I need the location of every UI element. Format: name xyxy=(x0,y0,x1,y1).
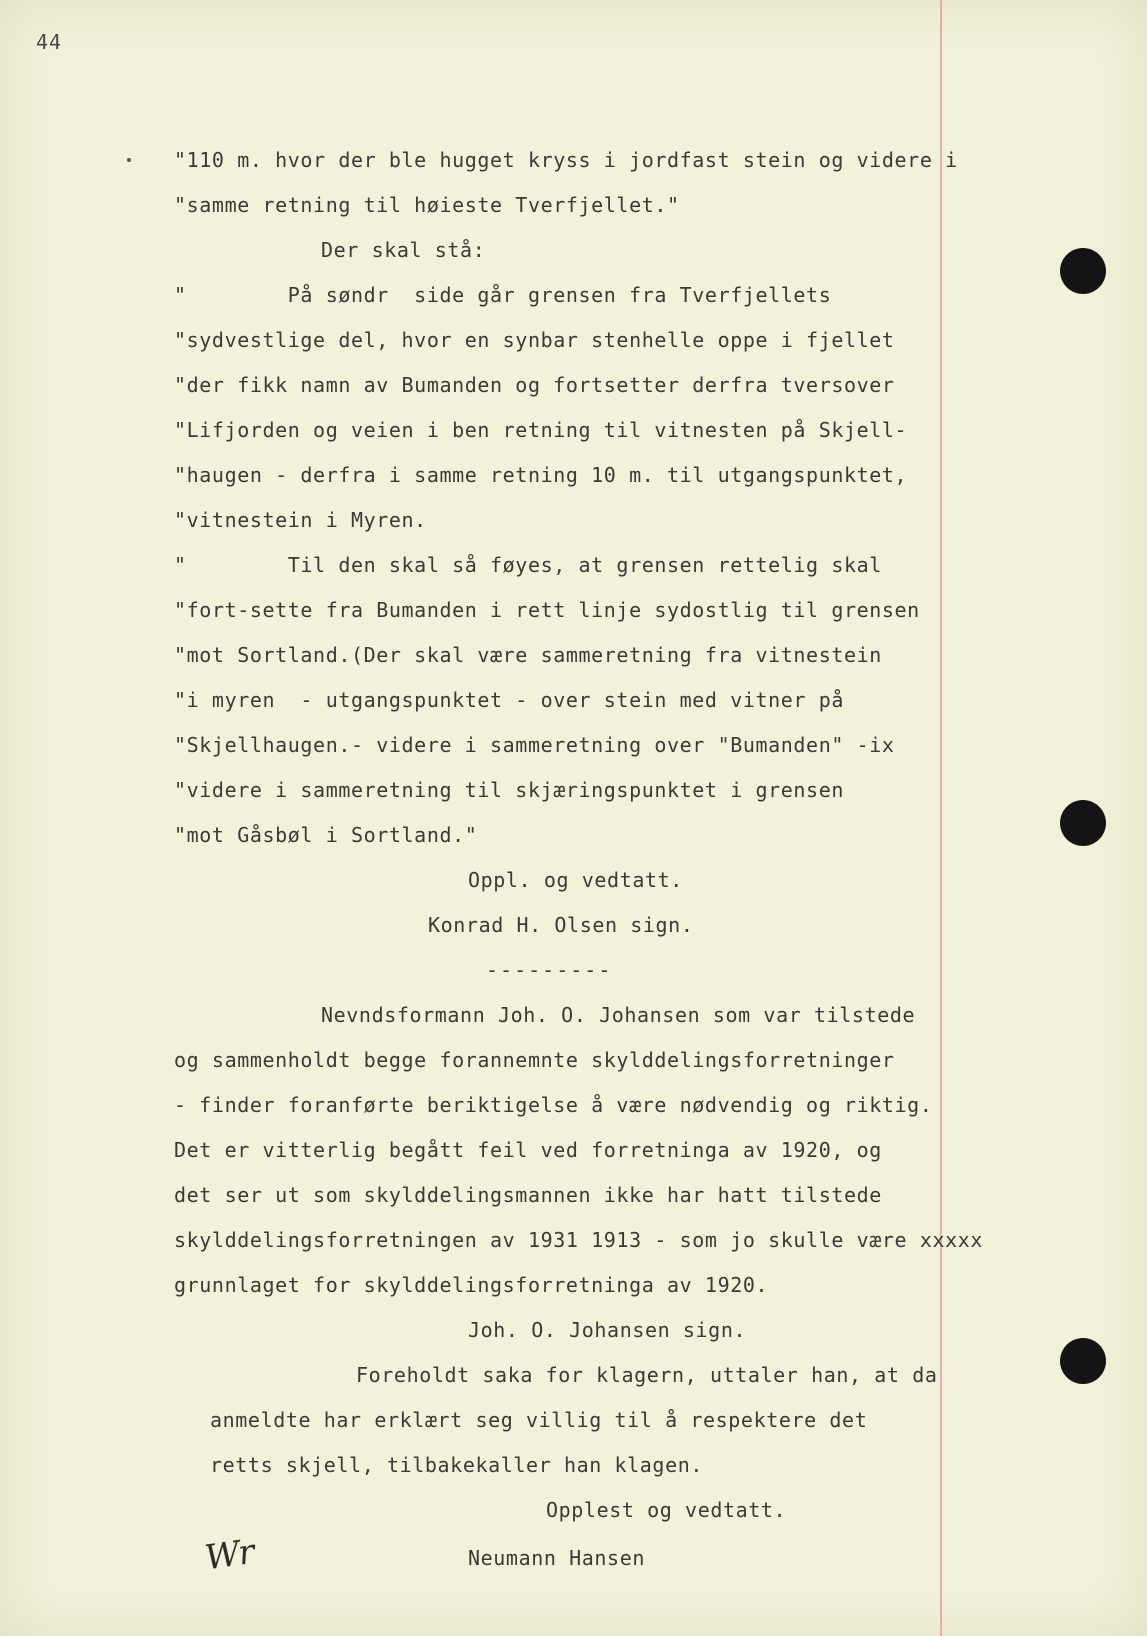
text-line-12: "mot Sortland.(Der skal være sammeretning fra vitnestein xyxy=(174,643,882,667)
text-line-17: Oppl. og vedtatt. xyxy=(468,868,683,892)
text-line-14: "Skjellhaugen.- videre i sammeretning over "Bumanden" -ix xyxy=(174,733,895,757)
text-line-15: "videre i sammeretning til skjæringspunktet i grensen xyxy=(174,778,844,802)
text-line-13: "i myren - utgangspunktet - over stein med vitner på xyxy=(174,688,844,712)
signature-line-3: Neumann Hansen xyxy=(468,1546,645,1570)
text-line-28: Foreholdt saka for klagern, uttaler han, at da xyxy=(356,1363,938,1387)
text-line-7: "Lifjorden og veien i ben retning til vitnesten på Skjell- xyxy=(174,418,908,442)
text-line-8: "haugen - derfra i samme retning 10 m. til utgangspunktet, xyxy=(174,463,908,487)
punch-hole-middle xyxy=(1060,800,1106,846)
text-line-9: "vitnestein i Myren. xyxy=(174,508,427,532)
text-line-24: det ser ut som skylddelingsmannen ikke har hatt tilstede xyxy=(174,1183,882,1207)
text-line-20: Nevndsformann Joh. O. Johansen som var tilstede xyxy=(321,1003,916,1027)
text-line-3: Der skal stå: xyxy=(321,238,486,262)
text-line-11: "fort-sette fra Bumanden i rett linje sydostlig til grensen xyxy=(174,598,920,622)
page-number: 44 xyxy=(36,30,63,54)
text-line-4: " På søndr side går grensen fra Tverfjellets xyxy=(174,283,832,307)
text-line-29: anmeldte har erklært seg villig til å respektere det xyxy=(210,1408,868,1432)
handwritten-initials: Wr xyxy=(202,1531,258,1579)
text-line-5: "sydvestlige del, hvor en synbar stenhelle oppe i fjellet xyxy=(174,328,895,352)
signature-line-2: Joh. O. Johansen sign. xyxy=(468,1318,747,1342)
text-line-31: Opplest og vedtatt. xyxy=(546,1498,787,1522)
margin-rule xyxy=(940,0,942,1636)
punch-hole-top xyxy=(1060,248,1106,294)
text-line-22: - finder foranførte beriktigelse å være nødvendig og riktig. xyxy=(174,1093,933,1117)
dashed-separator: --------- xyxy=(486,958,613,982)
text-line-25: skylddelingsforretningen av 1931 1913 - som jo skulle være xxxxx xyxy=(174,1228,984,1252)
text-line-26: grunnlaget for skylddelingsforretninga av 1920. xyxy=(174,1273,769,1297)
text-line-16: "mot Gåsbøl i Sortland." xyxy=(174,823,478,847)
text-line-30: retts skjell, tilbakekaller han klagen. xyxy=(210,1453,703,1477)
text-line-2: "samme retning til høieste Tverfjellet." xyxy=(174,193,680,217)
text-line-10: " Til den skal så føyes, at grensen rettelig skal xyxy=(174,553,882,577)
text-line-23: Det er vitterlig begått feil ved forretninga av 1920, og xyxy=(174,1138,882,1162)
punch-hole-bottom xyxy=(1060,1338,1106,1384)
margin-dot xyxy=(127,158,131,162)
text-line-1: "110 m. hvor der ble hugget kryss i jordfast stein og videre i xyxy=(174,148,958,172)
text-line-21: og sammenholdt begge forannemnte skylddelingsforretninger xyxy=(174,1048,895,1072)
text-line-6: "der fikk namn av Bumanden og fortsetter derfra tversover xyxy=(174,373,895,397)
signature-line-1: Konrad H. Olsen sign. xyxy=(428,913,694,937)
